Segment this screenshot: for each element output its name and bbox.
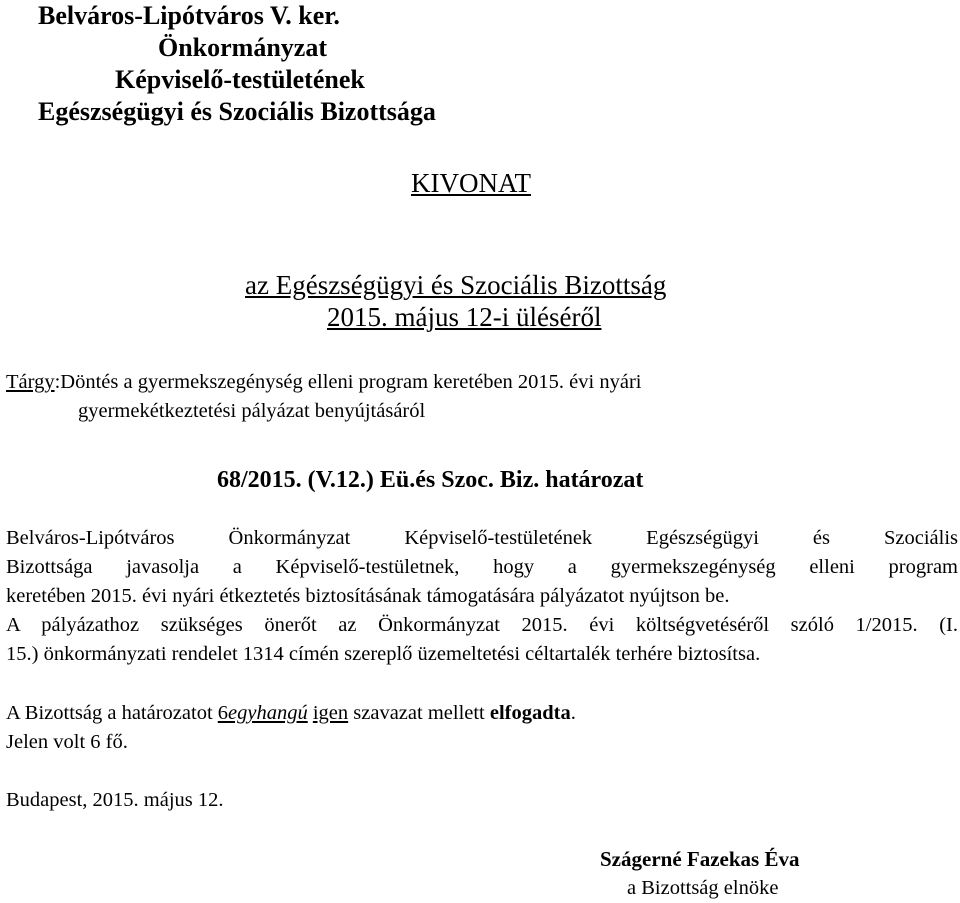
resolution-number: 68/2015. (V.12.) Eü.és Szoc. Biz. határozat <box>217 467 644 493</box>
document-title: KIVONAT <box>411 168 531 198</box>
subject-line-2: gyermekétkeztetési pályázat benyújtásáról <box>78 400 426 422</box>
vote-type: egyhangú <box>228 702 308 724</box>
vote-end: . <box>570 702 576 724</box>
subject-colon: : <box>54 371 61 393</box>
org-line-2: Önkormányzat <box>158 33 327 62</box>
org-line-3: Képviselő-testületének <box>115 65 365 94</box>
vote-prefix: A Bizottság a határozatot <box>6 702 218 724</box>
vote-yes: igen <box>312 702 349 724</box>
signatory-role: a Bizottság elnöke <box>627 877 779 899</box>
subject-label: Tárgy <box>6 371 55 393</box>
body-line-4: A pályázathoz szükséges önerőt az Önkormányzat 2015. évi költségvetéséről szóló 1/2015. (I. <box>6 614 958 636</box>
vote-result: elfogadta <box>489 702 571 724</box>
subtitle-line-1: az Egészségügyi és Szociális Bizottság <box>245 270 667 300</box>
body-line-3: keretében 2015. évi nyári étkeztetés biztosításának támogatására pályázatot nyújtson be. <box>6 585 730 607</box>
place-date: Budapest, 2015. május 12. <box>6 789 224 811</box>
body-line-2: Bizottsága javasolja a Képviselő-testületnek, hogy a gyermekszegénység elleni program <box>6 556 958 578</box>
attendance-line: Jelen volt 6 fő. <box>6 731 128 753</box>
org-line-1: Belváros-Lipótváros V. ker. <box>38 1 340 30</box>
subject-line-1 <box>6 368 641 397</box>
body-line-1: Belváros-Lipótváros Önkormányzat Képviselő-testületének Egészségügyi és Szociális <box>6 527 958 549</box>
vote-count: 6egyhangú <box>217 702 308 724</box>
vote-line <box>6 699 576 728</box>
body-line-5: 15.) önkormányzati rendelet 1314 címén szereplő üzemeltetési céltartalék terhére biztosítsa. <box>6 643 761 665</box>
signatory-name: Szágerné Fazekas Éva <box>600 847 800 871</box>
subtitle-line-2: 2015. május 12-i üléséről <box>327 302 602 332</box>
subject-text-1: Döntés a gyermekszegénység elleni program keretében 2015. évi nyári <box>60 371 642 393</box>
org-line-4: Egészségügyi és Szociális Bizottsága <box>38 97 436 126</box>
vote-middle: szavazat mellett <box>348 702 490 724</box>
